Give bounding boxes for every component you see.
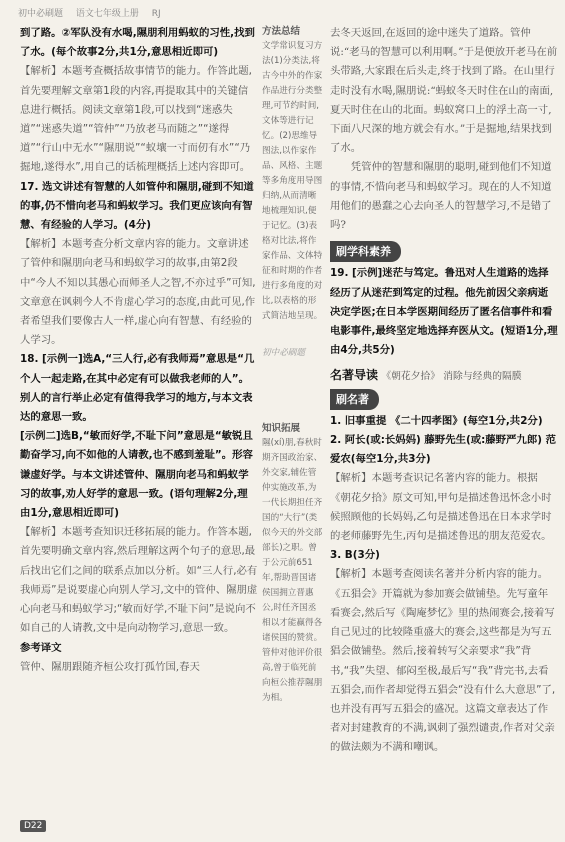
series-name: 初中必刷题 [18,9,64,19]
left-column [20,24,258,677]
reference-translation-title: 参考译文 [20,641,62,654]
method-summary-text: 文学常识复习方法(1)分类法,将古今中外的作家作品进行分类整理,可节约时间,文体等进行记忆。(2)思维导图法,以作家作品、风格、主题等多角度用导图归纳,从而清晰地梳理知识,便于记忆。(3)表格对比法,将作家作品、文体特征和时期的作者进行多角度的对比,以表格的形式简洁地呈现。 [262,41,323,321]
page-header [18,6,171,19]
classics-answer-1: 1. 旧事重提 《二十四孝图》(每空1分,共2分) [330,414,543,427]
knowledge-expansion-text-2: 管仲对他评价很高,曾于临死前向桓公推荐隰朋为相。 [262,648,323,703]
classics-drill-banner: 刷名著 [330,389,379,410]
edition: RJ [151,9,161,19]
analysis-16: 【解析】本题考查概括故事情节的能力。作答此题,首先要理解文章第1段的内容,再提取其中的关键信息进行概括。阅读文章第1段,可以找到“迷惑失道”“迷惑失道”“管仲”“乃放老马而随之”“遂得道”“行山中无水”“隰朋说”“蚁壤一寸而仞有水”“乃掘地,遂得水”,用自己的话梳理概括上述内容即可。 [20,65,252,174]
classics-guide-subtitle: 《朝花夕拾》 消除与经典的隔膜 [381,371,522,383]
translation-continued: 去冬天返回,在返回的途中迷失了道路。管仲说:“老马的智慧可以利用啊。”于是便放开老马在前头带路,大家跟在后头走,终于找到了路。在山里行走时没有水喝,隰朋说:“蚂蚁冬天时住在山的南面,夏天时住在山的北面。蚂蚁窝口上的浮土高一寸,下面八尺深的地方就会有水。”于是掘地,结果找到了水。 [330,27,558,155]
classics-answer-2: 2. 阿长(或:长妈妈) 藤野先生(或:藤野严九郎) 范爱农(每空1分,共3分) [330,434,556,466]
subject-literacy-banner: 刷学科素养 [330,241,401,262]
knowledge-expansion-text: 隰(xí)朋,春秋时期齐国政治家、外交家,辅佐管仲实施改革,为一代长期担任齐国的“大行”(类似今天的外交部部长)之职。曾于公元前651年,帮助晋国诸侯国拥立晋惠公,时任齐国丞相以才能赢得各诸侯国的赞赏。 [262,438,323,643]
knowledge-expansion-title: 知识拓展 [262,423,301,434]
page-number: D22 [20,820,46,832]
method-summary-title: 方法总结 [262,26,301,37]
answer-17: 17. 选文讲述有智慧的人如管仲和隰朋,碰到不知道的事,仍不惜向老马和蚂蚁学习。我们更应该向有智慧、有经验的人学习。(4分) [20,180,254,232]
reference-translation-text: 管仲、隰朋跟随齐桓公攻打孤竹国,春天 [20,660,200,673]
right-column [330,24,558,758]
subject-name: 语文七年级上册 [75,9,139,19]
sidebar-notes [262,24,324,720]
answer-18-b: [示例二]选B,“敏而好学,不耻下问”意思是“敏锐且勤奋学习,向不如他的人请教,也不感到羞耻”。形容谦虚好学。与本文讲述管仲、隰朋向老马和蚂蚁学习的故事,劝人好学的意思一致。(语句理解2分,理由1分,意思相近即可) [20,430,253,520]
answer-19: 19. [示例]迷茫与笃定。鲁迅对人生道路的选择经历了从迷茫到笃定的过程。他先前因父亲病逝决定学医;在日本学医期间经历了匿名信事件和看电影事件,最终坚定地选择弃医从文。(短语1分,理由4分,共5分) [330,267,558,357]
answer-16-end: 到了路。②军队没有水喝,隰朋利用蚂蚁的习性,找到了水。(每个故事2分,共1分,意思相近即可) [20,27,255,59]
analysis-18: 【解析】本题考查知识迁移拓展的能力。作答本题,首先要明确文章内容,然后理解这两个句子的意思,最后找出它们之间的联系点加以分析。如“三人行,必有我师焉”是说要虚心向别人学习,文中的管仲、隰朋虚心向老马和蚂蚁学习;“敏而好学,不耻下问”是说向不如自己的人请教,文中是向动物学习,意思一致。 [20,526,258,635]
classics-answer-3: 3. B(3分) [330,549,380,562]
answer-18-a: 18. [示例一]选A,“三人行,必有我师焉”意思是“几个人一起走路,在其中必定有可以做我老师的人”。别人的言行举止必定有值得我学习的地方,与本文表达的意思一致。 [20,353,255,424]
classics-guide-title: 名著导读 [330,368,379,383]
watermark-seal: 初中必刷题 [262,348,305,358]
classics-analysis-3: 【解析】本题考查阅读名著并分析内容的能力。《五猖会》开篇就为参加赛会做铺垫。先写童年看赛会,然后写《陶庵梦忆》里的热闹赛会,接着写自己见过的比较隆重盛大的赛会,这些都是为写五猖会做铺垫。然后,接着转写父亲要求“我”背书,“我”失望、郁闷至极,最后写“我”背完书,去看五猖会,而作者却觉得五猖会“没有什么大意思”了,也并没有再写五猖会的盛况。这篇文章表达了作者对封建教育的不满,讽刺了强烈谴责,作者对父亲的做法颇为不满和嘲讽。 [330,568,556,754]
analysis-17: 【解析】本题考查分析文章内容的能力。文章讲述了管仲和隰朋向老马和蚂蚁学习的故事,由第2段中“今人不知以其愚心而师圣人之智,不亦过乎”可知,文章意在讽刺今人不肯虚心学习的态度,由此可见,作者希望我们要像古人一样,虚心向有智慧、有经验的人学习。 [20,238,256,347]
classics-analysis-2: 【解析】本题考查识记名著内容的能力。根据《朝花夕拾》原文可知,甲句是描述鲁迅怀念小时候照顾他的长妈妈,乙句是描述鲁迅在日本求学时的老师藤野先生,丙句是描述鲁迅的朋友范爱农。 [330,472,552,543]
translation-continued-2: 凭管仲的智慧和隰朋的聪明,碰到他们不知道的事情,不惜向老马和蚂蚁学习。现在的人不知道用他们的愚蠢之心去向圣人的智慧学习,不是错了吗? [330,161,552,232]
